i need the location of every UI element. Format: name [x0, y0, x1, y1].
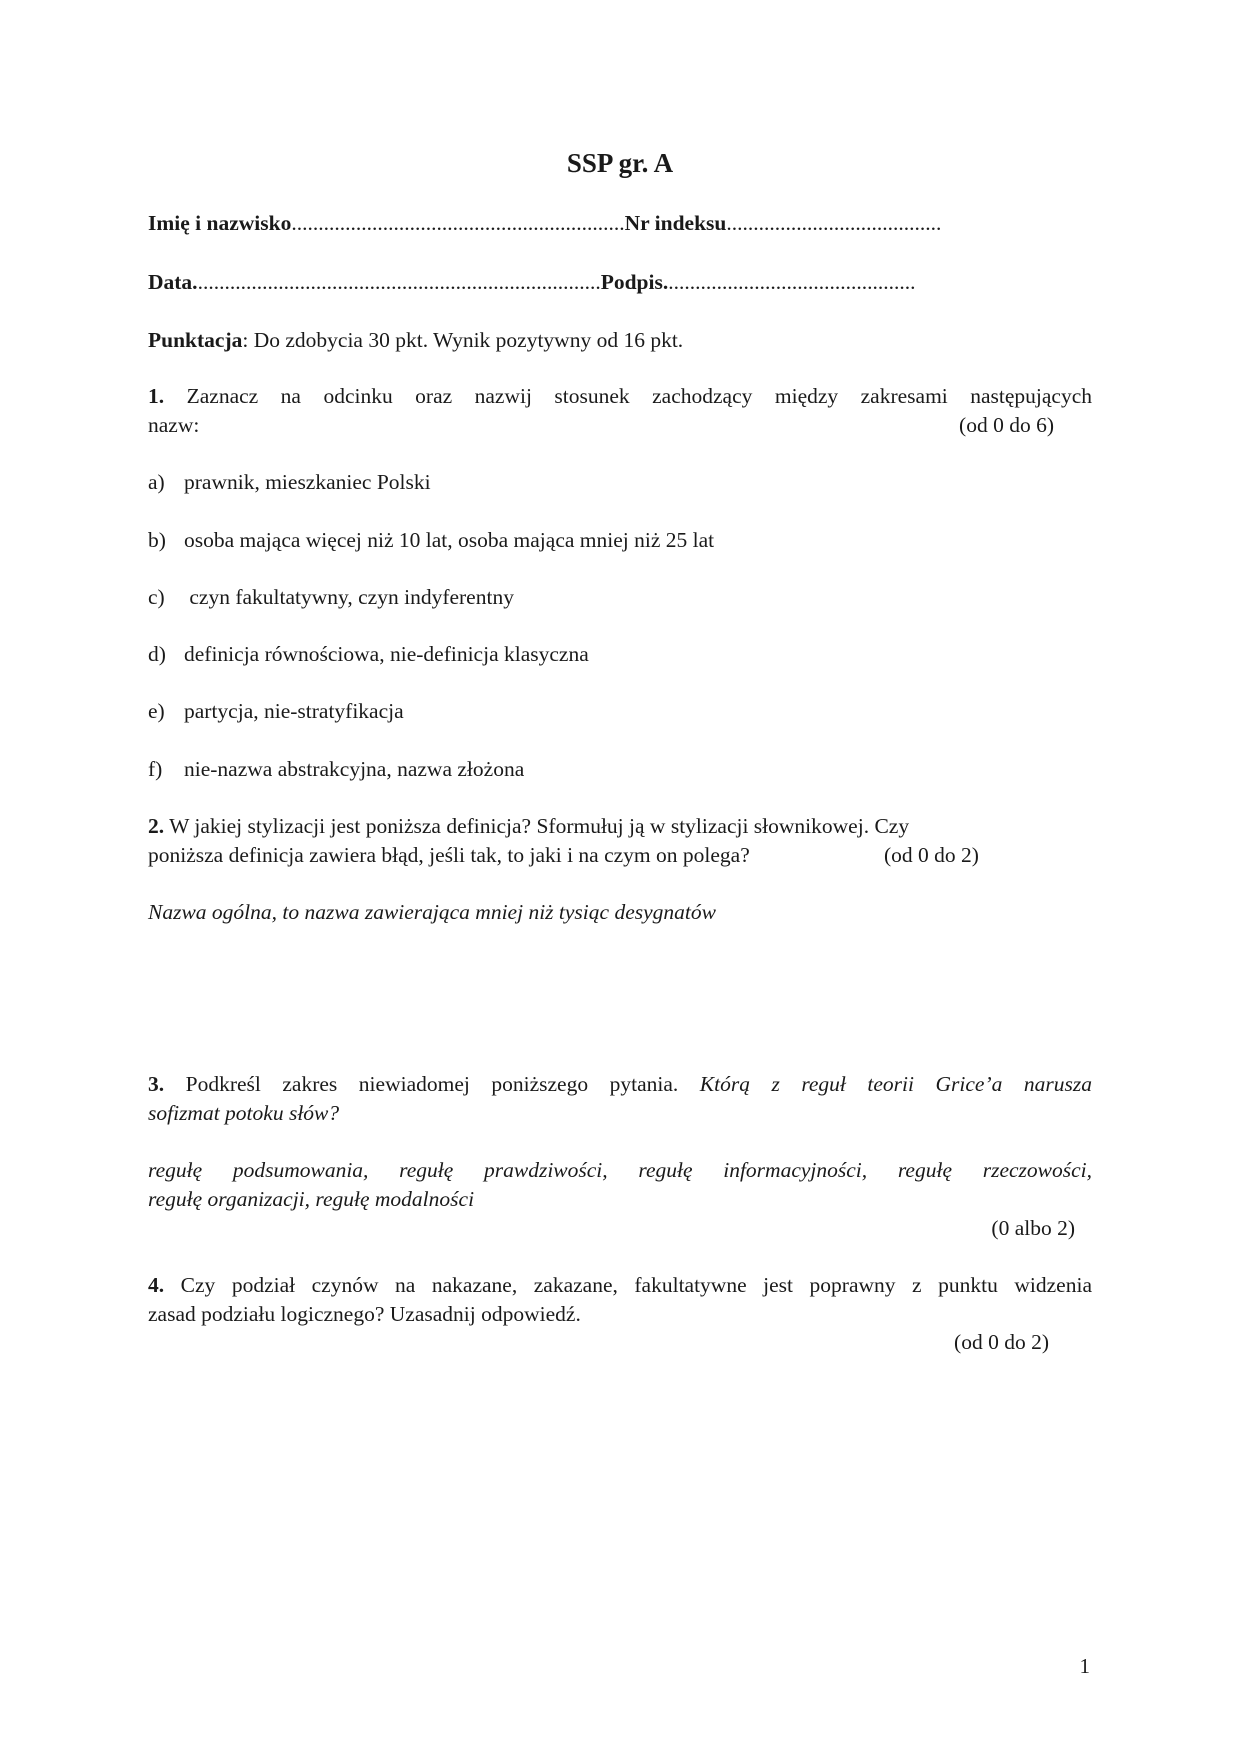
page-title: SSP gr. A: [566, 148, 674, 178]
index-label: Nr indeksu: [624, 211, 727, 235]
q1-item-f: [148, 755, 162, 784]
q1-number: 1.: [148, 384, 165, 408]
date-field: [148, 268, 915, 297]
q1-line1: [148, 382, 1092, 411]
q1-item-d: [148, 640, 166, 669]
signature-dots: ..............................................: [668, 270, 916, 294]
name-label: Imię i nazwisko: [148, 211, 292, 235]
q4-line2: zasad podziału logicznego? Uzasadnij odpowiedź.: [148, 1302, 581, 1326]
q1-item-text: nie-nazwa abstrakcyjna, nazwa złożona: [184, 757, 525, 781]
q3-options-line1: regułę podsumowania, regułę prawdziwości, regułę informacyjności, regułę rzeczowości,: [148, 1158, 1092, 1182]
name-field: [148, 209, 941, 238]
q1-item-b: [148, 526, 166, 555]
q2-text: W jakiej stylizacji jest poniższa definicja? Sformułuj ją w stylizacji słownikowej. Czy: [164, 814, 910, 838]
q1-item-text: osoba mająca więcej niż 10 lat, osoba mająca mniej niż 25 lat: [184, 528, 715, 552]
q1-item-letter: c): [148, 585, 165, 609]
q1-item-letter: a): [148, 470, 165, 494]
q3-number: 3.: [148, 1072, 165, 1096]
q1-item-letter: b): [148, 528, 166, 552]
q3-line1: [148, 1070, 1092, 1099]
q1-item-letter: d): [148, 642, 166, 666]
q1-item-text: prawnik, mieszkaniec Polski: [184, 470, 431, 494]
q4-number: 4.: [148, 1273, 165, 1297]
q1-item-a: [148, 468, 165, 497]
date-dots: ...........................................................................: [197, 270, 601, 294]
scoring-line: [148, 326, 683, 355]
q1-item-text: partycja, nie-stratyfikacja: [184, 699, 404, 723]
q1-item-c: [148, 583, 165, 612]
q1-line2: nazw:: [148, 413, 200, 437]
q4-line1: [148, 1271, 1092, 1300]
q1-points: (od 0 do 6): [959, 413, 1054, 437]
q4-text: Czy podział czynów na nakazane, zakazane, fakultatywne jest poprawny z punktu widzenia: [164, 1273, 1092, 1297]
q3-options-line2: regułę organizacji, regułę modalności: [148, 1187, 475, 1211]
page-number: 1: [1079, 1654, 1090, 1678]
q1-text: Zaznacz na odcinku oraz nazwij stosunek zachodzący między zakresami następujących: [186, 384, 1093, 408]
q3-question: Którą z reguł teorii Grice’a narusza: [678, 1072, 1092, 1096]
scoring-text: : Do zdobycia 30 pkt. Wynik pozytywny od 16 pkt.: [242, 328, 684, 352]
scoring-label: Punktacja: [148, 328, 243, 352]
q1-item-text: czyn fakultatywny, czyn indyferentny: [184, 585, 514, 609]
signature-label: Podpis.: [600, 270, 669, 294]
q3-text: Podkreśl zakres niewiadomej poniższego pytania.: [164, 1072, 679, 1096]
q2-line2: poniższa definicja zawiera błąd, jeśli tak, to jaki i na czym on polega?: [148, 843, 750, 867]
q3-line2: sofizmat potoku słów?: [148, 1101, 340, 1125]
q1-item-e: [148, 697, 165, 726]
q1-item-letter: f): [148, 757, 163, 781]
date-label: Data.: [148, 270, 198, 294]
q2-points: (od 0 do 2): [884, 843, 979, 867]
name-dots: ..............................................................: [291, 211, 625, 235]
q2-definition: Nazwa ogólna, to nazwa zawierająca mniej niż tysiąc desygnatów: [148, 900, 716, 924]
q1-item-letter: e): [148, 699, 165, 723]
q1-item-text: definicja równościowa, nie-definicja klasyczna: [184, 642, 589, 666]
q4-points: (od 0 do 2): [954, 1330, 1049, 1354]
q3-points: (0 albo 2): [991, 1216, 1075, 1240]
index-dots: ........................................: [726, 211, 942, 235]
q2-number: 2.: [148, 814, 165, 838]
q2-line1: [148, 812, 909, 841]
